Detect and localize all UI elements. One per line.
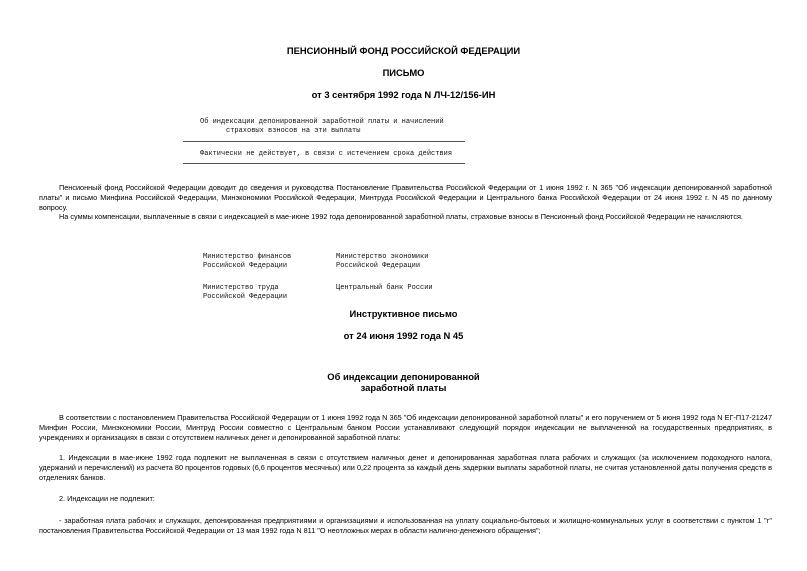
instruction-subject-line-2: заработной платы xyxy=(360,382,447,393)
document-date-number: от 3 сентября 1992 года N ЛЧ-12/156-ИН xyxy=(311,89,496,100)
signatory-mineco-line-1: Министерство экономики xyxy=(336,253,429,261)
instruction-paragraph-2: 1. Индексации в мае-июне 1992 года подлежит не выплаченная в связи с отсутствием наличных денег и депонированная заработная плата рабочих и служащих (за исключением подоходного налога, удержаний и перечислений) из расчета 80 процентов годовых (6,6 процентов месячных) или 0,22 процента за каждый день задержки выплаты заработной платы, не считая установленной даты получения средств в отделениях банков. xyxy=(39,453,772,482)
letter-paragraph-2: На суммы компенсации, выплаченные в связи с индексацией в мае-июне 1992 года депонированной заработной платы, страховые взносы в Пенсионный фонд Российской Федерации не начисляются. xyxy=(59,212,743,221)
instruction-paragraph-1: В соответствии с постановлением Правительства Российской Федерации от 1 июня 1992 года N 365 "Об индексации депонированной заработной платы" и его поручением от 5 июня 1992 года N ЕГ-П17-21247 Минфин России, Минэкономики России, Минтруд России совместно с Центральным банком России устанавливают следующий порядок индексации не выплаченной на государственных предприятиях, в учреждениях и организациях в связи с отсутствием наличных денег и депонированной заработной платы: xyxy=(39,413,772,442)
instruction-title: Инструктивное письмо xyxy=(349,308,458,319)
instruction-date-number: от 24 июня 1992 года N 45 xyxy=(343,330,464,341)
signatory-minfin-line-2: Российской Федерации xyxy=(203,262,288,270)
instruction-paragraph-3: 2. Индексации не подлежит: xyxy=(59,494,155,503)
document-type: ПИСЬМО xyxy=(382,67,425,78)
signatory-cbr: Центральный банк России xyxy=(336,284,433,292)
status-note: Фактически не действует, в связи с истечением срока действия xyxy=(200,150,453,158)
letter-paragraph-1: Пенсионный фонд Российской Федерации доводит до сведения и руководства Постановление Правительства Российской Федерации от 1 июня 1992 г. N 365 "Об индексации депонированной заработной платы" и письмо Минфина Российской Федерации, Минэкономики Российской Федерации, Минтруда Российской Федерации и Центрального банка Российской Федерации от 24 июня 1992 г. N 45 по данному вопросу. xyxy=(39,183,772,212)
subject-line-1: Об индексации депонированной заработной платы и начислений xyxy=(200,118,444,126)
divider-bottom xyxy=(183,163,465,164)
instruction-subject-line-1: Об индексации депонированной xyxy=(327,371,480,382)
signatory-mintrud-line-1: Министерство труда xyxy=(203,284,279,292)
signatory-mineco-line-2: Российской Федерации xyxy=(336,262,421,270)
org-title: ПЕНСИОННЫЙ ФОНД РОССИЙСКОЙ ФЕДЕРАЦИИ xyxy=(286,45,521,56)
subject-line-2: страховых взносов на эти выплаты xyxy=(226,127,361,135)
signatory-mintrud-line-2: Российской Федерации xyxy=(203,293,288,301)
instruction-paragraph-4: - заработная плата рабочих и служащих, депонированная предприятиями и организациями и использованная на уплату социально-бытовых и жилищно-коммунальных услуг в соответствии с пунктом 1 "г" постановления Правительства Российской Федерации от 13 мая 1992 года N 811 "О неотложных мерах в области налично-денежного обращения"; xyxy=(39,516,772,535)
signatory-minfin-line-1: Министерство финансов xyxy=(203,253,292,261)
divider-top xyxy=(183,141,465,142)
